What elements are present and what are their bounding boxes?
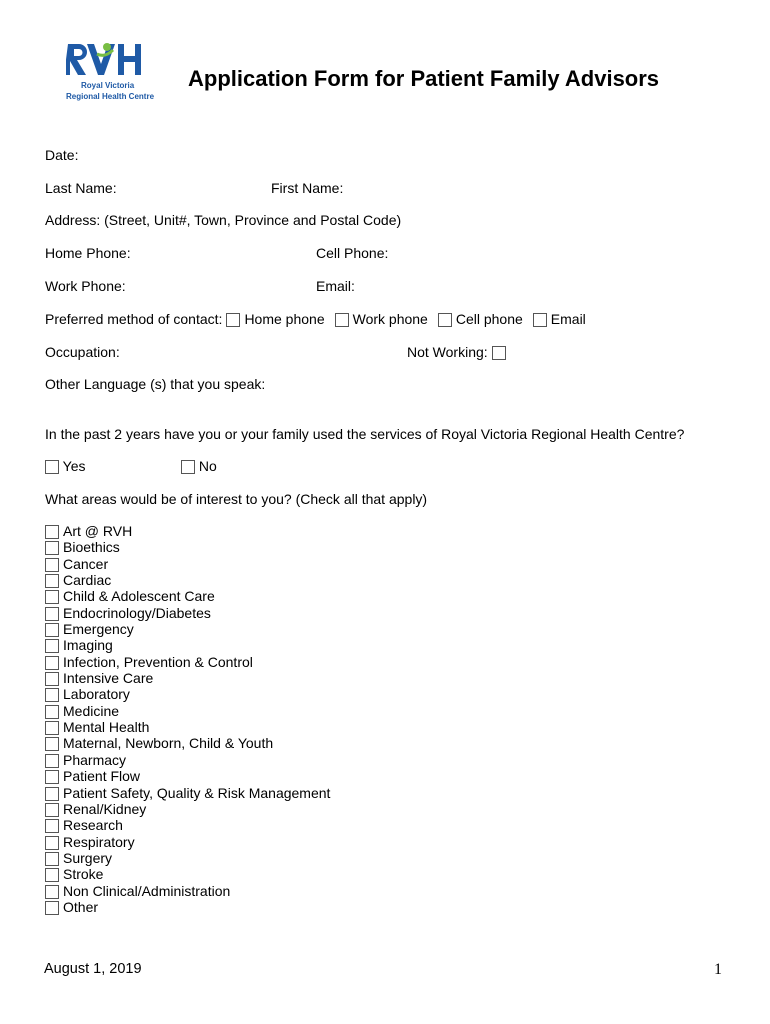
interest-item (45, 834, 330, 850)
interest-item (45, 539, 330, 555)
interest-label: Mental Health (63, 719, 150, 736)
logo-letter-r (66, 44, 87, 75)
interest-label: Patient Safety, Quality & Risk Management (63, 784, 331, 801)
cell-phone-checkbox[interactable] (438, 313, 452, 327)
interest-label: Emergency (63, 621, 134, 638)
interest-checkbox[interactable] (45, 819, 59, 833)
interest-checkbox[interactable] (45, 787, 59, 801)
interest-checkbox[interactable] (45, 852, 59, 866)
services-yes (45, 458, 85, 474)
interest-item (45, 719, 330, 735)
interest-label: Cancer (63, 555, 109, 572)
interest-label: Respiratory (63, 833, 135, 850)
interest-item (45, 605, 330, 621)
interest-checkbox[interactable] (45, 754, 59, 768)
not-working-field (407, 344, 506, 360)
interest-item (45, 866, 330, 882)
interest-label: Laboratory (63, 686, 130, 703)
interest-item (45, 883, 330, 899)
interest-label: Other (63, 898, 99, 915)
interest-checkbox[interactable] (45, 656, 59, 670)
logo-line1: Royal Victoria (81, 81, 135, 90)
rvh-logo (66, 42, 158, 106)
work-phone-option-label: Work phone (352, 311, 428, 327)
interest-item (45, 572, 330, 588)
interest-label: Patient Flow (63, 768, 141, 785)
interest-checkbox[interactable] (45, 770, 59, 784)
home-phone-option-label: Home phone (244, 311, 325, 327)
interest-item (45, 899, 330, 915)
home-phone-checkbox[interactable] (226, 313, 240, 327)
interest-label: Child & Adolescent Care (63, 588, 215, 605)
interest-label: Infection, Prevention & Control (63, 653, 253, 670)
interest-checkbox[interactable] (45, 737, 59, 751)
other-language-label: Other Language (s) that you speak: (45, 376, 266, 392)
interest-checkbox[interactable] (45, 836, 59, 850)
interest-checkbox[interactable] (45, 721, 59, 735)
interests-list (45, 523, 330, 915)
occupation-label: Occupation: (45, 344, 120, 360)
interest-label: Pharmacy (63, 751, 127, 768)
preferred-contact-label: Preferred method of contact: (45, 311, 223, 327)
date-label: Date: (45, 147, 79, 163)
interest-item (45, 588, 330, 604)
cell-phone-option-label: Cell phone (455, 311, 523, 327)
interest-checkbox[interactable] (45, 574, 59, 588)
interest-item (45, 817, 330, 833)
interest-item (45, 768, 330, 784)
footer-date: August 1, 2019 (44, 961, 142, 977)
interest-item (45, 556, 330, 572)
logo-letter-v (87, 44, 115, 75)
interest-checkbox[interactable] (45, 623, 59, 637)
not-working-label: Not Working: (407, 344, 488, 360)
interest-label: Surgery (63, 849, 113, 866)
work-phone-label: Work Phone: (45, 278, 126, 294)
interest-item (45, 785, 330, 801)
services-no (181, 458, 217, 474)
last-name-label: Last Name: (45, 180, 117, 196)
interest-label: Renal/Kidney (63, 800, 147, 817)
page-title: Application Form for Patient Family Advisors (188, 66, 660, 91)
interest-item (45, 670, 330, 686)
interest-checkbox[interactable] (45, 688, 59, 702)
services-no-checkbox[interactable] (181, 460, 195, 474)
interest-checkbox[interactable] (45, 590, 59, 604)
interests-question: What areas would be of interest to you? (Check all that apply) (45, 491, 428, 507)
interest-label: Stroke (63, 866, 104, 883)
interest-checkbox[interactable] (45, 803, 59, 817)
services-yes-checkbox[interactable] (45, 460, 59, 474)
interest-item (45, 523, 330, 539)
interest-checkbox[interactable] (45, 672, 59, 686)
email-option-label: Email (550, 311, 586, 327)
interest-label: Bioethics (63, 539, 120, 556)
interest-item (45, 850, 330, 866)
interest-checkbox[interactable] (45, 541, 59, 555)
interest-item (45, 703, 330, 719)
email-checkbox[interactable] (533, 313, 547, 327)
work-phone-checkbox[interactable] (335, 313, 349, 327)
interest-item (45, 637, 330, 653)
interest-checkbox[interactable] (45, 901, 59, 915)
home-phone-label: Home Phone: (45, 245, 131, 261)
services-no-label: No (198, 458, 217, 474)
interest-label: Medicine (63, 702, 120, 719)
first-name-label: First Name: (271, 180, 344, 196)
interest-item (45, 686, 330, 702)
email-label: Email: (316, 278, 355, 294)
logo-line2: Regional Health Centre (66, 92, 155, 101)
interest-checkbox[interactable] (45, 558, 59, 572)
page-number: 1 (714, 961, 722, 978)
interest-checkbox[interactable] (45, 607, 59, 621)
interest-item (45, 801, 330, 817)
interest-label: Intensive Care (63, 670, 154, 687)
interest-item (45, 621, 330, 637)
interest-item (45, 752, 330, 768)
preferred-contact-row (45, 311, 586, 327)
services-yes-label: Yes (62, 458, 86, 474)
interest-item (45, 654, 330, 670)
interest-checkbox[interactable] (45, 885, 59, 899)
interest-checkbox[interactable] (45, 705, 59, 719)
interest-checkbox[interactable] (45, 868, 59, 882)
interest-label: Research (63, 817, 123, 834)
interest-label: Cardiac (63, 572, 112, 589)
interest-label: Imaging (63, 637, 113, 654)
logo-letter-h (118, 44, 141, 75)
interest-checkbox[interactable] (45, 525, 59, 539)
address-label: Address: (Street, Unit#, Town, Province and Postal Code) (45, 212, 402, 228)
interest-label: Art @ RVH (63, 523, 133, 539)
logo-figure-head (103, 43, 111, 51)
cell-phone-label: Cell Phone: (316, 245, 389, 261)
not-working-checkbox[interactable] (492, 346, 506, 360)
interest-label: Maternal, Newborn, Child & Youth (63, 735, 274, 752)
interest-checkbox[interactable] (45, 639, 59, 653)
interest-item (45, 735, 330, 751)
interest-label: Non Clinical/Administration (63, 882, 231, 899)
interest-label: Endocrinology/Diabetes (63, 604, 211, 621)
services-question: In the past 2 years have you or your family used the services of Royal Victoria Regional Health Centre? (45, 426, 685, 442)
